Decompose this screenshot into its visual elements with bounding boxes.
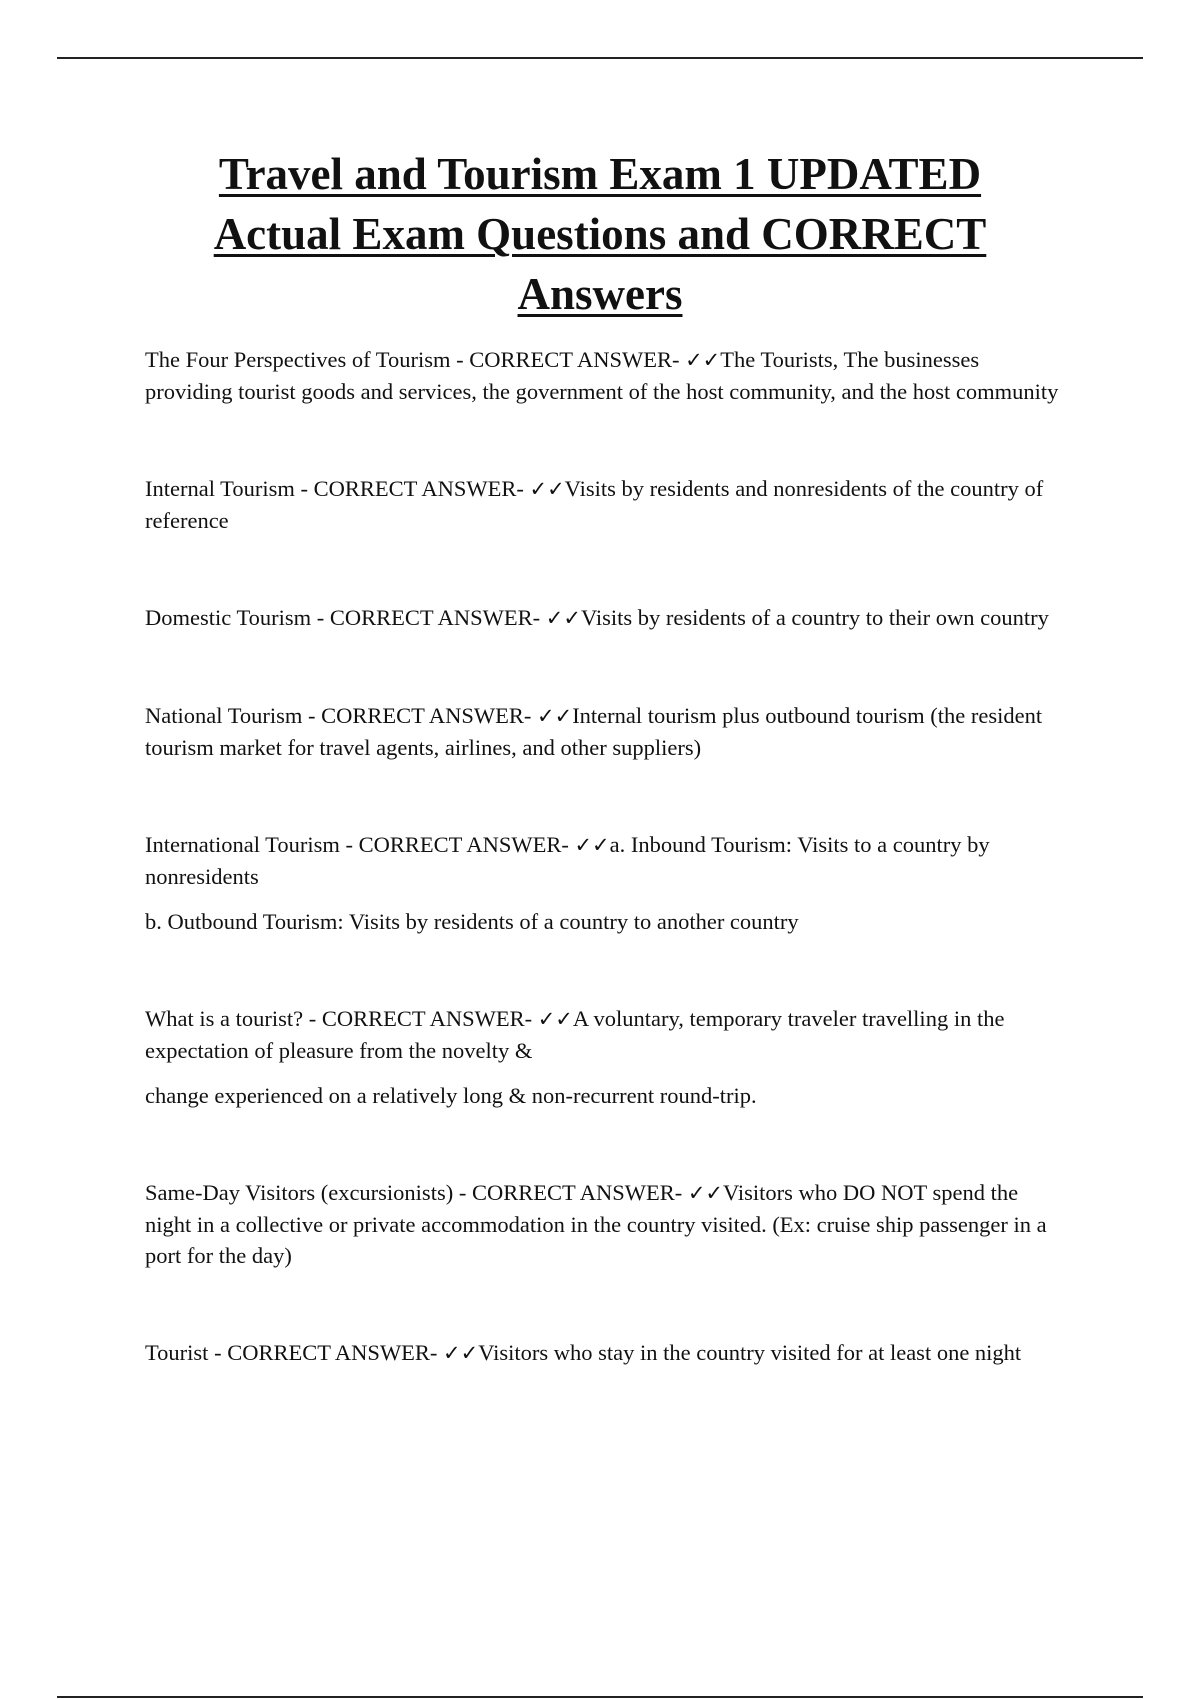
qa-answer: The Tourists, The businesses providing tourist goods and services, the government of the host community, and the host community xyxy=(145,347,1059,404)
double-check-icon: ✓✓ xyxy=(545,606,581,630)
qa-answer: Internal tourism plus outbound tourism (the resident tourism market for travel agents, airlines, and other suppliers) xyxy=(145,703,1043,760)
qa-answer-continued: b. Outbound Tourism: Visits by residents of a country to another country xyxy=(145,909,799,934)
qa-term: Same-Day Visitors (excursionists) xyxy=(145,1180,454,1205)
qa-list xyxy=(145,344,1065,1369)
qa-question: Internal Tourism - CORRECT ANSWER- ✓✓Visits by residents and nonresidents of the country of reference xyxy=(145,476,1044,533)
qa-term: International Tourism xyxy=(145,832,340,857)
qa-answer-continued: change experienced on a relatively long & non-recurrent round-trip. xyxy=(145,1083,757,1108)
qa-entry xyxy=(145,829,1065,937)
qa-term: National Tourism xyxy=(145,703,303,728)
qa-entry xyxy=(145,1003,1065,1111)
title-line: Travel and Tourism Exam 1 UPDATED xyxy=(218,149,982,199)
double-check-icon: ✓✓ xyxy=(537,1007,573,1031)
answer-marker: CORRECT ANSWER- xyxy=(313,476,524,501)
top-rule xyxy=(57,57,1143,59)
title-line: Actual Exam Questions and CORRECT xyxy=(213,209,987,259)
qa-term: What is a tourist? xyxy=(145,1006,304,1031)
qa-entry xyxy=(145,1177,1065,1271)
qa-question: National Tourism - CORRECT ANSWER- ✓✓Internal tourism plus outbound tourism (the resident tourism market for travel agents, airlines, and other suppliers) xyxy=(145,703,1043,760)
answer-marker: CORRECT ANSWER- xyxy=(321,703,532,728)
qa-term: The Four Perspectives of Tourism xyxy=(145,347,451,372)
double-check-icon: ✓✓ xyxy=(687,1181,724,1205)
qa-entry xyxy=(145,473,1065,536)
bottom-rule xyxy=(57,1696,1143,1698)
qa-question: The Four Perspectives of Tourism - CORRECT ANSWER- ✓✓The Tourists, The businesses providing tourist goods and services, the government of the host community, and the host community xyxy=(145,347,1059,404)
answer-marker: CORRECT ANSWER- xyxy=(329,605,541,630)
answer-marker: CORRECT ANSWER- xyxy=(227,1340,438,1365)
qa-question: What is a tourist? - CORRECT ANSWER- ✓✓A voluntary, temporary traveler travelling in the expectation of pleasure from the novelty & xyxy=(145,1006,1005,1063)
qa-answer: Visitors who DO NOT spend the night in a collective or private accommodation in the country visited. (Ex: cruise ship passenger in a port for the day) xyxy=(145,1180,1047,1268)
double-check-icon: ✓✓ xyxy=(536,704,573,728)
double-check-icon: ✓✓ xyxy=(529,477,565,501)
qa-question: Same-Day Visitors (excursionists) - CORRECT ANSWER- ✓✓Visitors who DO NOT spend the night in a collective or private accommodation in the country visited. (Ex: cruise ship passenger in a port for the day) xyxy=(145,1180,1047,1268)
qa-term: Domestic Tourism xyxy=(145,605,312,630)
qa-question: Domestic Tourism - CORRECT ANSWER- ✓✓Visits by residents of a country to their own country xyxy=(145,605,1049,630)
double-check-icon: ✓✓ xyxy=(443,1341,479,1365)
qa-answer: Visits by residents and nonresidents of the country of reference xyxy=(145,476,1044,533)
answer-marker: CORRECT ANSWER- xyxy=(321,1006,533,1031)
qa-answer: A voluntary, temporary traveler travelling in the expectation of pleasure from the novelty & xyxy=(145,1006,1005,1063)
answer-marker: CORRECT ANSWER- xyxy=(358,832,569,857)
qa-entry xyxy=(145,700,1065,763)
qa-answer: a. Inbound Tourism: Visits to a country by nonresidents xyxy=(145,832,990,889)
qa-question: International Tourism - CORRECT ANSWER- ✓✓a. Inbound Tourism: Visits to a country by nonresidents xyxy=(145,832,990,889)
double-check-icon: ✓✓ xyxy=(574,833,610,857)
qa-answer: Visitors who stay in the country visited for at least one night xyxy=(478,1340,1022,1365)
answer-marker: CORRECT ANSWER- xyxy=(471,1180,683,1205)
answer-marker: CORRECT ANSWER- xyxy=(469,347,680,372)
qa-term: Internal Tourism xyxy=(145,476,295,501)
double-check-icon: ✓✓ xyxy=(685,348,721,372)
qa-entry xyxy=(145,602,1065,634)
title-line: Answers xyxy=(517,269,683,319)
qa-entry xyxy=(145,344,1065,407)
qa-entry xyxy=(145,1337,1065,1369)
qa-answer: Visits by residents of a country to their own country xyxy=(580,605,1049,630)
qa-term: Tourist xyxy=(145,1340,209,1365)
qa-question: Tourist - CORRECT ANSWER- ✓✓Visitors who stay in the country visited for at least one night xyxy=(145,1340,1022,1365)
document-title xyxy=(100,144,1100,324)
